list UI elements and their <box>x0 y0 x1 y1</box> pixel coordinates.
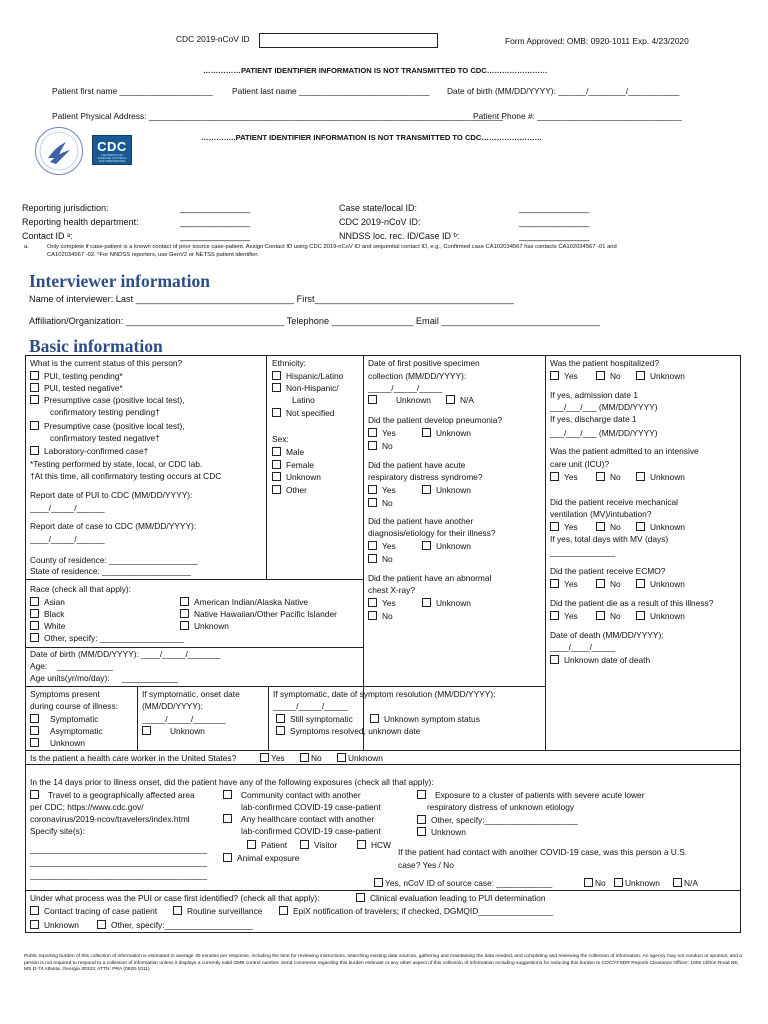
ecmo-yes[interactable]: Yes <box>550 579 578 589</box>
checkbox[interactable] <box>223 790 232 799</box>
cdc-logo: CDC CENTERS FOR DISEASE CONTROL AND PREVENTION <box>92 135 132 165</box>
checkbox[interactable] <box>30 383 39 392</box>
process-question: Under what process was the PUI or case first identified? (check all that apply): <box>30 893 320 903</box>
status-presumptive-pending[interactable]: Presumptive case (positive local test), <box>30 395 185 405</box>
exposure-animal[interactable]: Animal exposure <box>223 853 299 863</box>
source-case-unknown[interactable]: Unknown <box>614 878 660 888</box>
resolution-label: If symptomatic, date of symptom resolution (MM/DD/YYYY): <box>273 689 496 699</box>
exposure-community[interactable]: Community contact with another <box>223 790 361 800</box>
status-presumptive-negative-line2: confirmatory tested negative† <box>50 433 160 443</box>
checkbox[interactable] <box>30 738 39 747</box>
exposure-unknown[interactable]: Unknown <box>417 827 466 837</box>
cdc-id-label: CDC 2019-nCoV ID <box>176 34 250 44</box>
ards-unknown[interactable]: Unknown <box>422 485 471 495</box>
checkbox[interactable] <box>180 609 189 618</box>
hcw-no[interactable]: No <box>300 753 322 763</box>
age-units-field[interactable]: ____________ <box>122 673 178 683</box>
checkbox[interactable] <box>30 790 39 799</box>
reporting-jurisdiction-field[interactable]: ______________ <box>180 203 251 213</box>
interviewer-affiliation-field[interactable]: Affiliation/Organization: _______________________________ Telephone ________________ Email _______________________________ <box>29 316 600 326</box>
specimen-q2: collection (MM/DD/YYYY): <box>368 371 467 381</box>
checkbox[interactable] <box>422 598 431 607</box>
exposure-cluster[interactable]: Exposure to a cluster of patients with severe acute lower <box>417 790 644 800</box>
checkbox[interactable] <box>357 840 366 849</box>
ecmo-no[interactable]: No <box>596 579 621 589</box>
basic-info-heading: Basic information <box>29 336 163 356</box>
source-case-yes[interactable]: Yes, nCoV ID of source case: ____________ <box>374 878 552 888</box>
diagnosis-no[interactable]: No <box>368 554 393 564</box>
checkbox[interactable] <box>368 441 377 450</box>
mv-days-field[interactable]: ______________ <box>550 547 616 557</box>
ethnicity-label: Ethnicity: <box>272 358 306 368</box>
patient-address-field[interactable]: Patient Physical Address: ____________________________________________________________________________ <box>52 111 503 121</box>
exposure-other[interactable]: Other, specify:____________________ <box>417 815 578 825</box>
onset-label-2: (MM/DD/YYYY): <box>142 701 203 711</box>
nndss-label: NNDSS loc. rec. ID/Case ID ᵇ: <box>339 231 460 241</box>
dob-field[interactable]: Date of birth (MM/DD/YYYY): ____/_____/_______ <box>30 649 221 659</box>
asymptomatic[interactable]: Asymptomatic <box>30 726 103 736</box>
checkbox[interactable] <box>374 878 383 887</box>
specimen-unknown[interactable]: Unknown <box>368 395 431 405</box>
checkbox[interactable] <box>30 421 39 430</box>
patient-phone-field[interactable]: Patient Phone #: _______________________________ <box>473 111 682 121</box>
not-transmitted-banner-2: …………..PATIENT IDENTIFIER INFORMATION IS NOT TRANSMITTED TO CDC…………………… <box>201 133 543 142</box>
checkbox[interactable] <box>368 428 377 437</box>
county-field[interactable]: County of residence: ___________________ <box>30 555 198 565</box>
checkbox[interactable] <box>368 541 377 550</box>
ards-q1: Did the patient have acute <box>368 460 466 470</box>
hcw-yes[interactable]: Yes <box>260 753 285 763</box>
process-routine[interactable]: Routine surveillance <box>173 906 262 916</box>
status-lab-confirmed[interactable]: Laboratory-confirmed case† <box>30 446 148 456</box>
status-question: What is the current status of this person? <box>30 358 183 368</box>
checkbox[interactable] <box>272 371 281 380</box>
ecmo-unknown[interactable]: Unknown <box>636 579 685 589</box>
checkbox[interactable] <box>300 840 309 849</box>
checkbox[interactable] <box>180 621 189 630</box>
footnote-a-line2: CA102034567 -02. ᵇFor NNDSS reporters, use GenV2 or NETSS patient identifier. <box>47 252 259 258</box>
ards-no[interactable]: No <box>368 498 393 508</box>
xray-q2: chest X-ray? <box>368 585 416 595</box>
sex-female[interactable]: Female <box>272 460 314 470</box>
death-date-label: Date of death (MM/DD/YYYY): <box>550 630 664 640</box>
checkbox[interactable] <box>30 920 39 929</box>
checkbox[interactable] <box>30 395 39 404</box>
admission-date[interactable]: ___/___/___ (MM/DD/YYYY) <box>550 402 658 412</box>
died-unknown[interactable]: Unknown <box>636 611 685 621</box>
exposure-travel[interactable]: Travel to a geographically affected area <box>30 790 195 800</box>
specimen-q1: Date of first positive specimen <box>368 358 480 368</box>
state-field[interactable]: State of residence: ___________________ <box>30 566 191 576</box>
age-label: Age: <box>30 661 48 671</box>
hcw-question: Is the patient a health care worker in the United States? <box>30 753 237 763</box>
checkbox[interactable] <box>30 906 39 915</box>
unknown-death-date[interactable]: Unknown date of death <box>550 655 650 665</box>
source-case-na[interactable]: N/A <box>673 878 698 888</box>
checkbox[interactable] <box>417 790 426 799</box>
status-pui-negative[interactable]: PUI, tested negative* <box>30 383 123 393</box>
checkbox[interactable] <box>422 428 431 437</box>
hhs-seal-icon <box>35 127 83 175</box>
checkbox[interactable] <box>370 714 379 723</box>
icu-yes[interactable]: Yes <box>550 472 578 482</box>
checkbox[interactable] <box>142 726 151 735</box>
checkbox[interactable] <box>550 611 559 620</box>
checkbox[interactable] <box>30 597 39 606</box>
patient-last-name-field[interactable]: Patient last name ____________________________ <box>232 86 430 96</box>
checkbox[interactable] <box>422 541 431 550</box>
checkbox[interactable] <box>30 371 39 380</box>
checkbox[interactable] <box>596 472 605 481</box>
status-note-1: *Testing performed by state, local, or CDC lab. <box>30 459 203 469</box>
cdc-ncov-id-field[interactable]: ______________ <box>519 217 590 227</box>
site-line-3[interactable]: ______________________________________ <box>30 870 207 880</box>
pneumonia-q: Did the patient develop pneumonia? <box>368 415 503 425</box>
onset-label-1: If symptomatic, onset date <box>142 689 240 699</box>
symptoms-label-1: Symptoms present <box>30 689 100 699</box>
race-unknown[interactable]: Unknown <box>180 621 229 631</box>
report-pui-date[interactable]: ____/_____/______ <box>30 503 105 513</box>
checkbox[interactable] <box>368 498 377 507</box>
icu-q2: care unit (ICU)? <box>550 459 610 469</box>
died-no[interactable]: No <box>596 611 621 621</box>
exposure-healthcare-line2: lab-confirmed COVID-19 case-patient <box>241 826 381 836</box>
checkbox[interactable] <box>596 371 605 380</box>
icu-unknown[interactable]: Unknown <box>636 472 685 482</box>
status-presumptive-negative[interactable]: Presumptive case (positive local test), <box>30 421 185 431</box>
report-case-date[interactable]: ____/_____/______ <box>30 534 105 544</box>
footnote-a-marker: a. <box>24 244 29 250</box>
checkbox[interactable] <box>368 611 377 620</box>
checkbox[interactable] <box>636 579 645 588</box>
mv-no[interactable]: No <box>596 522 621 532</box>
specimen-na[interactable]: N/A <box>446 395 474 405</box>
checkbox[interactable] <box>337 753 346 762</box>
diagnosis-unknown[interactable]: Unknown <box>422 541 471 551</box>
ethnicity-non-hispanic-line2: Latino <box>292 395 315 405</box>
checkbox[interactable] <box>272 408 281 417</box>
status-pui-pending[interactable]: PUI, testing pending* <box>30 371 123 381</box>
symptoms-resolved[interactable]: Symptoms resolved, unknown date <box>276 726 420 736</box>
checkbox[interactable] <box>272 383 281 392</box>
sex-other[interactable]: Other <box>272 485 307 495</box>
checkbox[interactable] <box>614 878 623 887</box>
checkbox[interactable] <box>223 814 232 823</box>
race-white[interactable]: White <box>30 621 65 631</box>
specimen-date[interactable]: _____/_____/_____ <box>368 383 443 393</box>
sex-male[interactable]: Male <box>272 447 304 457</box>
ethnicity-non-hispanic[interactable]: Non-Hispanic/ <box>272 383 339 393</box>
onset-date[interactable]: _____/_____/_______ <box>142 714 226 724</box>
not-transmitted-banner: ……………PATIENT IDENTIFIER INFORMATION IS NOT TRANSMITTED TO CDC…………………… <box>203 66 548 75</box>
age-field[interactable]: ____________ <box>57 661 113 671</box>
ethnicity-hispanic[interactable]: Hispanic/Latino <box>272 371 343 381</box>
hospitalized-q: Was the patient hospitalized? <box>550 358 660 368</box>
symptomatic[interactable]: Symptomatic <box>30 714 98 724</box>
checkbox[interactable] <box>272 485 281 494</box>
exposure-hcw[interactable]: HCW <box>357 840 391 850</box>
contact-us-case-q2: case? Yes / No <box>398 860 454 870</box>
patient-dob-field[interactable]: Date of birth (MM/DD/YYYY): ______/________/___________ <box>447 86 680 96</box>
burden-statement: Public reporting burden of this collection of information is estimated to average 30 minutes per response, including the time for reviewing instructions, searching existing data sources, gathering and maintaining the data needed, and completing and reviewing the collection of information. An agency may not conduct or sponsor, and a person is not required to respond to a collection of information unless it displays a currently valid OMB control number. Send comments regarding this burden estimate or any other aspect of this collection of information including suggestions for reducing this burden to CDC/ATSDR Reports Clearance Officer; 1600 Clifton Road NE, MS D-74 Atlanta, Georgia 30333; ATTN: PRA (0920-1011). <box>24 954 742 973</box>
checkbox[interactable] <box>368 598 377 607</box>
report-case-label: Report date of case to CDC (MM/DD/YYYY): <box>30 521 197 531</box>
hospitalized-unknown[interactable]: Unknown <box>636 371 685 381</box>
omb-approval: Form Approved: OMB: 0920-1011 Exp. 4/23/2020 <box>505 36 689 46</box>
checkbox[interactable] <box>356 893 365 902</box>
xray-yes[interactable]: Yes <box>368 598 396 608</box>
admission-label: If yes, admission date 1 <box>550 390 638 400</box>
checkbox[interactable] <box>180 597 189 606</box>
diagnosis-q2: diagnosis/etiology for their illness? <box>368 528 496 538</box>
checkbox[interactable] <box>30 726 39 735</box>
site-line-2[interactable]: ______________________________________ <box>30 857 207 867</box>
checkbox[interactable] <box>272 472 281 481</box>
mv-unknown[interactable]: Unknown <box>636 522 685 532</box>
checkbox[interactable] <box>247 840 256 849</box>
onset-unknown[interactable]: Unknown <box>142 726 205 736</box>
race-asian[interactable]: Asian <box>30 597 65 607</box>
checkbox[interactable] <box>276 726 285 735</box>
checkbox[interactable] <box>30 633 39 642</box>
hospitalized-yes[interactable]: Yes <box>550 371 578 381</box>
case-state-field[interactable]: ______________ <box>519 203 590 213</box>
symptoms-label-2: during course of illness: <box>30 701 118 711</box>
checkbox[interactable] <box>596 522 605 531</box>
exposure-community-line2: lab-confirmed COVID-19 case-patient <box>241 802 381 812</box>
source-case-no[interactable]: No <box>584 878 606 888</box>
checkbox[interactable] <box>173 906 182 915</box>
checkbox[interactable] <box>446 395 455 404</box>
travel-percdc: per CDC; https://www.cdc.gov/ <box>30 802 144 812</box>
checkbox[interactable] <box>417 827 426 836</box>
ethnicity-not-specified[interactable]: Not specified <box>272 408 334 418</box>
pneumonia-no[interactable]: No <box>368 441 393 451</box>
sex-unknown[interactable]: Unknown <box>272 472 321 482</box>
checkbox[interactable] <box>636 522 645 531</box>
checkbox[interactable] <box>30 609 39 618</box>
checkbox[interactable] <box>636 371 645 380</box>
checkbox[interactable] <box>30 621 39 630</box>
hcw-unknown[interactable]: Unknown <box>337 753 383 763</box>
exposure-patient[interactable]: Patient <box>247 840 287 850</box>
diagnosis-yes[interactable]: Yes <box>368 541 396 551</box>
cdc-ncov-id-label: CDC 2019-nCoV ID: <box>339 217 421 227</box>
mv-yes[interactable]: Yes <box>550 522 578 532</box>
contact-id-field[interactable]: ______________ <box>180 231 251 241</box>
checkbox[interactable] <box>550 655 559 664</box>
process-clinical[interactable]: Clinical evaluation leading to PUI determination <box>356 893 546 903</box>
cdc-id-input[interactable] <box>259 33 438 48</box>
reporting-jurisdiction-label: Reporting jurisdiction: <box>22 203 109 213</box>
exposure-visitor[interactable]: Visitor <box>300 840 337 850</box>
mv-q1: Did the patient receive mechanical <box>550 497 679 507</box>
status-note-2: †At this time, all confirmatory testing occurs at CDC <box>30 471 222 481</box>
died-q: Did the patient die as a result of this illness? <box>550 598 714 608</box>
resolution-date[interactable]: _____/_____/_____ <box>273 701 348 711</box>
diagnosis-q1: Did the patient have another <box>368 516 474 526</box>
icu-q1: Was the patient admitted to an intensive <box>550 446 699 456</box>
unknown-symptom-status[interactable]: Unknown symptom status <box>370 714 480 724</box>
race-nhpi[interactable]: Native Hawaiian/Other Pacific Islander <box>180 609 337 619</box>
death-date-field[interactable]: ____/____/_____ <box>550 642 616 652</box>
contact-id-label: Contact ID ᵃ: <box>22 231 73 241</box>
patient-first-name-field[interactable]: Patient first name ____________________ <box>52 86 213 96</box>
ards-yes[interactable]: Yes <box>368 485 396 495</box>
checkbox[interactable] <box>673 878 682 887</box>
report-pui-label: Report date of PUI to CDC (MM/DD/YYYY): <box>30 490 193 500</box>
case-state-label: Case state/local ID: <box>339 203 418 213</box>
race-other[interactable]: Other, specify: __________________ <box>30 633 184 643</box>
ards-q2: respiratory distress syndrome? <box>368 472 483 482</box>
xray-no[interactable]: No <box>368 611 393 621</box>
checkbox[interactable] <box>550 371 559 380</box>
travel-url-link[interactable]: coronavirus/2019-ncov/travelers/index.html <box>30 814 190 824</box>
checkbox[interactable] <box>550 522 559 531</box>
process-epix[interactable]: EpiX notification of travelers; if checked, DGMQID________________ <box>279 906 553 916</box>
nndss-field[interactable]: ______________ <box>519 231 590 241</box>
exposures-question: In the 14 days prior to illness onset, did the patient have any of the following exposures (check all that apply): <box>30 777 434 787</box>
ecmo-q: Did the patient receive ECMO? <box>550 566 666 576</box>
mv-days-label: If yes, total days with MV (days) <box>550 534 669 544</box>
checkbox[interactable] <box>368 395 377 404</box>
checkbox[interactable] <box>300 753 309 762</box>
race-label: Race (check all that apply): <box>30 584 132 594</box>
pneumonia-unknown[interactable]: Unknown <box>422 428 471 438</box>
specify-sites-label: Specify site(s): <box>30 826 85 836</box>
race-aian[interactable]: American Indian/Alaska Native <box>180 597 308 607</box>
site-line-1[interactable]: ______________________________________ <box>30 844 207 854</box>
xray-unknown[interactable]: Unknown <box>422 598 471 608</box>
interviewer-heading: Interviewer information <box>29 271 210 291</box>
checkbox[interactable] <box>279 906 288 915</box>
checkbox[interactable] <box>368 485 377 494</box>
checkbox[interactable] <box>636 611 645 620</box>
reporting-department-field[interactable]: ______________ <box>180 217 251 227</box>
process-tracing[interactable]: Contact tracing of case patient <box>30 906 157 916</box>
checkbox[interactable] <box>422 485 431 494</box>
sex-label: Sex: <box>272 434 289 444</box>
discharge-label: If yes, discharge date 1 <box>550 414 637 424</box>
race-black[interactable]: Black <box>30 609 64 619</box>
age-units-label: Age units(yr/mo/day): <box>30 673 110 683</box>
checkbox[interactable] <box>223 853 232 862</box>
still-symptomatic[interactable]: Still symptomatic <box>276 714 353 724</box>
contact-us-case-q1: If the patient had contact with another COVID-19 case, was this person a U.S. <box>398 847 688 857</box>
checkbox[interactable] <box>596 579 605 588</box>
interviewer-name-field[interactable]: Name of interviewer: Last _______________________________ First_______________________________________ <box>29 294 514 304</box>
checkbox[interactable] <box>260 753 269 762</box>
checkbox[interactable] <box>272 460 281 469</box>
checkbox[interactable] <box>596 611 605 620</box>
died-yes[interactable]: Yes <box>550 611 578 621</box>
checkbox[interactable] <box>550 579 559 588</box>
hospitalized-no[interactable]: No <box>596 371 621 381</box>
checkbox[interactable] <box>272 447 281 456</box>
pneumonia-yes[interactable]: Yes <box>368 428 396 438</box>
checkbox[interactable] <box>30 446 39 455</box>
exposure-cluster-line2: respiratory distress of unknown etiology <box>427 802 575 812</box>
discharge-date[interactable]: ___/___/___ (MM/DD/YYYY) <box>550 428 658 438</box>
status-presumptive-pending-line2: confirmatory testing pending† <box>50 407 160 417</box>
reporting-department-label: Reporting health department: <box>22 217 139 227</box>
icu-no[interactable]: No <box>596 472 621 482</box>
process-unknown[interactable]: Unknown <box>30 920 79 930</box>
symptoms-unknown[interactable]: Unknown <box>30 738 85 748</box>
checkbox[interactable] <box>276 714 285 723</box>
checkbox[interactable] <box>550 472 559 481</box>
exposure-healthcare[interactable]: Any healthcare contact with another <box>223 814 374 824</box>
process-other[interactable]: Other, specify:___________________ <box>97 920 253 930</box>
checkbox[interactable] <box>584 878 593 887</box>
xray-q1: Did the patient have an abnormal <box>368 573 492 583</box>
checkbox[interactable] <box>97 920 106 929</box>
checkbox[interactable] <box>417 815 426 824</box>
checkbox[interactable] <box>30 714 39 723</box>
checkbox[interactable] <box>368 554 377 563</box>
checkbox[interactable] <box>636 472 645 481</box>
mv-q2: ventilation (MV)/intubation? <box>550 509 652 519</box>
footnote-a-line1: Only complete if case-patient is a known contact of prior source case-patient. Assign Contact ID using CDC 2019-nCoV ID and sequential contact ID, e.g., Confirmed case CA102034567 has contacts CA102034567 -01 and <box>47 244 617 250</box>
